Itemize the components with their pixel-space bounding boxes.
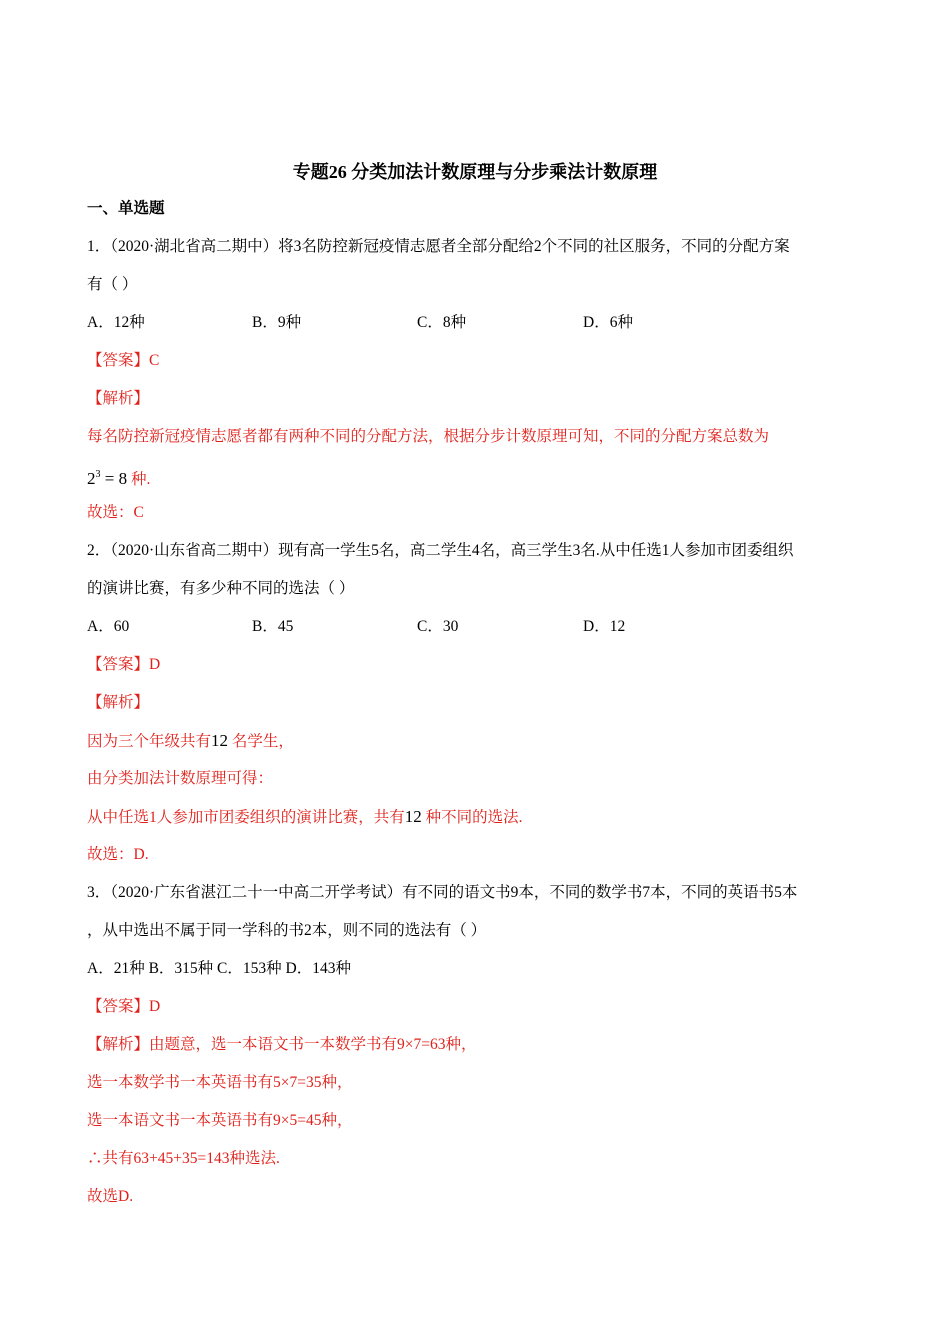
q1-option-c: C．8种 (417, 314, 467, 331)
q2-analysis-line1-b: 名学生， (228, 733, 294, 750)
q1-stem-line2: 有（ ） (87, 276, 138, 293)
q2-stem-line2: 的演讲比赛，有多少种不同的选法（ ） (87, 580, 355, 597)
q1-formula (87, 465, 150, 490)
q2-option-a: A．60 (87, 618, 130, 635)
q2-conclusion: 故选：D. (87, 846, 149, 863)
q3-answer: 【答案】D (87, 998, 161, 1015)
q1-option-d: D．6种 (583, 314, 633, 331)
q2-analysis-line3 (87, 807, 523, 828)
q1-conclusion: 故选：C (87, 504, 144, 521)
q3-analysis-line1 (87, 1035, 477, 1055)
q1-formula-rest: = 8 (100, 469, 128, 488)
q2-analysis-line1-a: 因为三个年级共有 (87, 733, 212, 750)
q2-option-c: C．30 (417, 618, 459, 635)
page-title: 专题26 分类加法计数原理与分步乘法计数原理 (292, 162, 658, 182)
q3-analysis-label: 【解析】 (87, 1036, 150, 1053)
q3-analysis-line3: 选一本语文书一本英语书有9×5=45种， (87, 1112, 353, 1129)
section-heading: 一、单选题 (87, 200, 165, 217)
q2-option-b: B．45 (252, 618, 294, 635)
q2-analysis-line1 (87, 731, 294, 752)
q2-analysis-line3-a: 从中任选1人参加市团委组织的演讲比赛，共有 (87, 809, 405, 826)
q2-analysis-label: 【解析】 (87, 694, 150, 711)
q1-formula-unit: 种. (127, 471, 151, 488)
q2-analysis-line1-num: 12 (211, 731, 229, 750)
q1-formula-exp: 3 (95, 469, 101, 480)
q3-stem-line1: 3．（2020·广东省湛江二十一中高二开学考试）有不同的语文书9本，不同的数学书7本，不同的英语书5本 (87, 884, 798, 901)
q2-analysis-line2: 由分类加法计数原理可得： (87, 770, 274, 787)
q3-analysis-line2: 选一本数学书一本英语书有5×7=35种， (87, 1074, 353, 1091)
q1-analysis-line1: 每名防控新冠疫情志愿者都有两种不同的分配方法，根据分步计数原理可知，不同的分配方案总数为 (87, 428, 770, 445)
q1-analysis-label: 【解析】 (87, 390, 150, 407)
q1-option-a: A．12种 (87, 314, 145, 331)
q1-option-b: B．9种 (252, 314, 302, 331)
q2-analysis-line3-num: 12 (404, 807, 422, 826)
q2-analysis-line3-b: 种不同的选法. (421, 809, 523, 826)
q3-conclusion: 故选D. (87, 1188, 134, 1205)
q2-stem-line1: 2．（2020·山东省高二期中）现有高一学生5名，高二学生4名，高三学生3名.从中任选1人参加市团委组织 (87, 542, 794, 559)
q3-options: A．21种 B．315种 C．153种 D．143种 (87, 960, 351, 977)
q3-stem-line2: ，从中选出不属于同一学科的书2本，则不同的选法有（ ） (87, 922, 487, 939)
q3-analysis-text1: 由题意，选一本语文书一本数学书有9×7=63种， (149, 1036, 477, 1053)
q2-answer: 【答案】D (87, 656, 161, 673)
q3-analysis-line4: ∴共有63+45+35=143种选法. (87, 1150, 280, 1167)
q1-answer: 【答案】C (87, 352, 160, 369)
q2-option-d: D．12 (583, 618, 626, 635)
q1-stem-line1: 1．（2020·湖北省高二期中）将3名防控新冠疫情志愿者全部分配给2个不同的社区服务，不同的分配方案 (87, 238, 790, 255)
q1-formula-base: 2 (87, 469, 96, 488)
